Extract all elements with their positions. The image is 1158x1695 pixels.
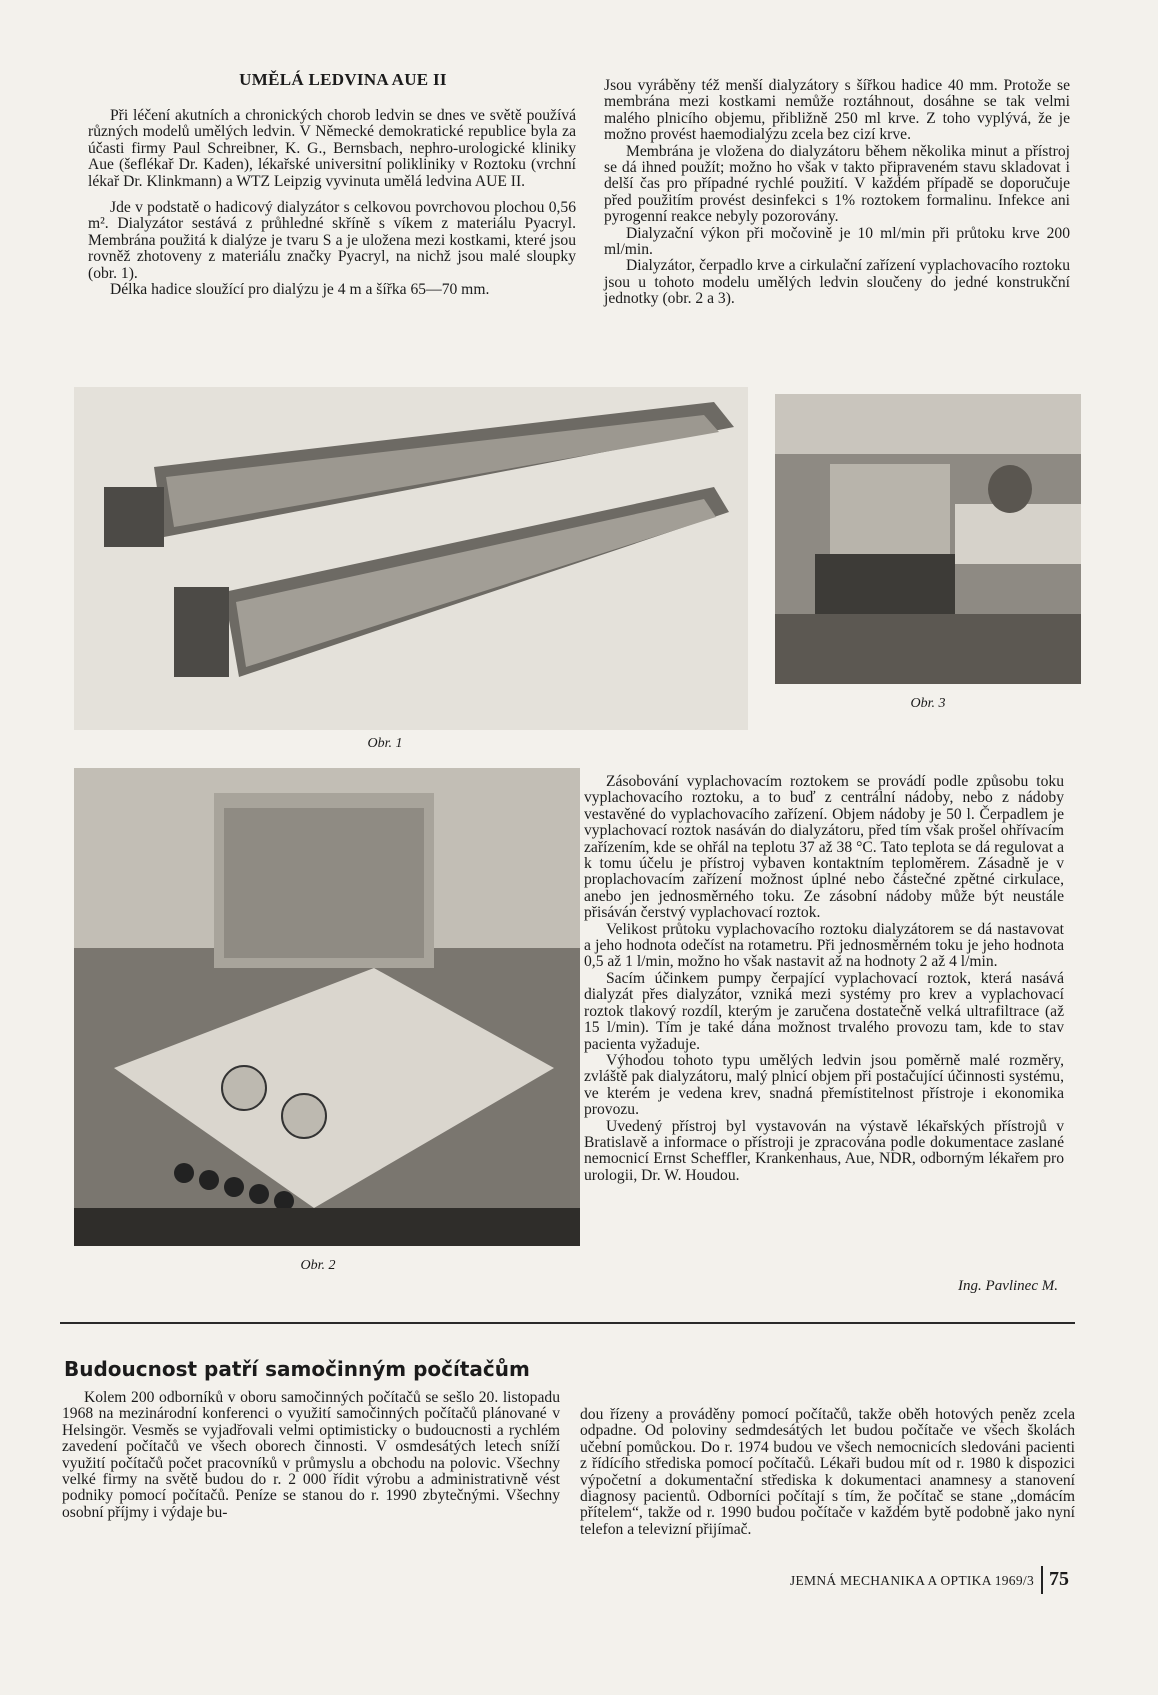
figure-1-dialyzer-photo	[74, 387, 748, 730]
figure-3-patient-photo	[775, 394, 1081, 684]
paragraph: dou řízeny a prováděny pomocí počítačů, takže oběh hotových peněz zcela odpadne. Od poloviny sedmdesátých let budou počítače ve všech školách učební pomůckou. Do r. 1974 budou ve všech nemocnicích sledováni pacienti z řídícího střediska pomocí počítačů. Lékaři budou mít od r. 1980 k dispozici výpočetní a dokumentační střediska k dokumentaci anamnesy a stanovení diagnosy pacientů. Odborníci počítají s tím, že počítač se stane „domácím přítelem“, takže od r. 1990 budou počítače v každém bytě podobně jako nyní telefon a televizní přijímač.	[580, 1406, 1075, 1538]
paragraph: Membrána je vložena do dialyzátoru během několika minut a přístroj se dá ihned použít; možno ho však v takto připraveném stavu skladovat i delší čas pro případné rychlé použití. V každém případě se doporučuje před použitím provést desinfekci s 1% roztokem formalinu. Infekce ani pyrogenní reakce nebyly pozorovány.	[604, 142, 1070, 226]
section-divider	[60, 1322, 1075, 1324]
article-right-column	[604, 78, 1070, 308]
paragraph: Sacím účinkem pumpy čerpající vyplachovací roztok, která nasává dialyzát přes dialyzátor, vzniká mezi systémy pro krev a vyplachovací roztok tlakový rozdíl, kterým je zaručena dostatečně velká ultrafiltrace (až 15 l/min). Tím je také dána možnost trvalého provozu tam, kde to stav pacienta vyžaduje.	[584, 969, 1064, 1053]
article-lower-right-column	[584, 774, 1064, 1184]
footer-divider	[1041, 1566, 1043, 1594]
paragraph: Dialyzační výkon při močovině je 10 ml/min při průtoku krve 200 ml/min.	[604, 224, 1070, 259]
paragraph: Dialyzátor, čerpadlo krve a cirkulační zařízení vyplachovacího roztoku jsou u tohoto modelu umělých ledvin sloučeny do jedné konstrukční jednotky (obr. 2 a 3).	[604, 257, 1070, 308]
paragraph: Velikost průtoku vyplachovacího roztoku dialyzátorem se dá nastavovat a jeho hodnota odečíst na rotametru. Při jednosměrném toku je jeho hodnota 0,5 až 1 l/min, možno ho však nastavit až na hodnoty 2 až 4 l/min.	[584, 920, 1064, 971]
page-number: 75	[1049, 1568, 1069, 1590]
article-author: Ing. Pavlinec M.	[958, 1278, 1058, 1294]
article-left-column	[88, 108, 576, 298]
figure-2-apparatus-photo	[74, 768, 580, 1246]
article-title: UMĚLÁ LEDVINA AUE II	[239, 70, 447, 89]
figure-1-caption: Obr. 1	[367, 736, 403, 751]
paragraph: Zásobování vyplachovacím roztokem se provádí podle způsobu toku vyplachovacího roztoku, a to buď z centrální nádoby, nebo z nádoby vestavěné do vyplachovacího zařízení. Objem nádoby je 50 l. Čerpadlem je vyplachovací roztok nasáván do dialyzátoru, před tím však prošel ohřívacím zařízením, kde se ohřál na teplotu 37 až 38 °C. Tato teplota se dá regulovat a k tomu účelu je přístroj vybaven kontaktním teploměrem. Zásadně je v proplachovacím zařízení možnost úplné nebo částečné zpětné cirkulace, anebo jen jednosměrného toku. Ze zásobní nádoby může být neustále přisáván čerstvý vyplachovací roztok.	[584, 773, 1064, 922]
figure-3-caption: Obr. 3	[910, 696, 946, 711]
paragraph: Délka hadice sloužící pro dialýzu je 4 m a šířka 65—70 mm.	[110, 281, 490, 299]
paragraph: Výhodou tohoto typu umělých ledvin jsou poměrně malé rozměry, zvláště pak dialyzátoru, malý plnicí objem při postačující účinnosti systému, ve kterém je vedena krev, snadná přemístitelnost přístroje i ekonomika provozu.	[584, 1051, 1064, 1119]
paragraph: Při léčení akutních a chronických chorob ledvin se dnes ve světě používá různých modelů umělých ledvin. V Německé demokratické republice byla za účasti firmy Paul Schreibner, K. G., Bernsbach, nephro-urologické kliniky Aue (šeflékař Dr. Kaden), lékařské universitní polikliniky v Roztoku (vrchní lékař Dr. Klinkmann) a WTZ Leipzig vyvinuta umělá ledvina AUE II.	[88, 107, 576, 190]
paragraph: Kolem 200 odborníků v oboru samočinných počítačů se sešlo 20. listopadu 1968 na mezinárodní konferenci o využití samočinných počítačů plánované v Helsingör. Vesměs se vyjadřovali velmi optimisticky o budoucnosti a rychlém zavedení počítačů ve všech oborech činnosti. V osmdesátých letech sníží využití počítačů počet pracovníků v průmyslu a obchodu na polovic. Všechny velké firmy na světě budou do r. 2 000 řídit výrobu a administrativně vést podniky pomocí počítačů. Peníze se stanou do r. 1990 zbytečnými. Všechny osobní příjmy i výdaje bu-	[62, 1389, 560, 1521]
footer-journal: JEMNÁ MECHANIKA A OPTIKA 1969/3	[789, 1573, 1034, 1588]
paragraph: Jsou vyráběny též menší dialyzátory s šířkou hadice 40 mm. Protože se membrána mezi kostkami nemůže roztáhnout, dosáhne se tak velmi malého plnicího objemu, přibližně 250 ml krve. Z toho vyplývá, že je možno provést haemodialýzu zcela bez cizí krve.	[604, 77, 1070, 144]
figure-2-caption: Obr. 2	[300, 1258, 336, 1273]
news-right-column	[580, 1407, 1075, 1538]
paragraph: Jde v podstatě o hadicový dialyzátor s celkovou povrchovou plochou 0,56 m². Dialyzátor sestává z průhledné skříně s víkem z materiálu Pyacryl. Membrána použitá k dialýze je tvaru S a je uložena mezi kostkami, které jsou rovněž zhotoveny z materiálu značky Pyacryl, na nichž jsou malé sloupky (obr. 1).	[88, 199, 576, 282]
paragraph: Uvedený přístroj byl vystavován na výstavě lékařských přístrojů v Bratislavě a informace o přístroji je zpracována podle dokumentace zaslané nemocnicí Ernst Scheffler, Krankenhaus, Aue, NDR, odborným lékařem pro urologii, Dr. W. Houdou.	[584, 1117, 1064, 1184]
news-title: Budoucnost patří samočinným počítačům	[64, 1357, 530, 1381]
news-left-column	[62, 1390, 560, 1521]
